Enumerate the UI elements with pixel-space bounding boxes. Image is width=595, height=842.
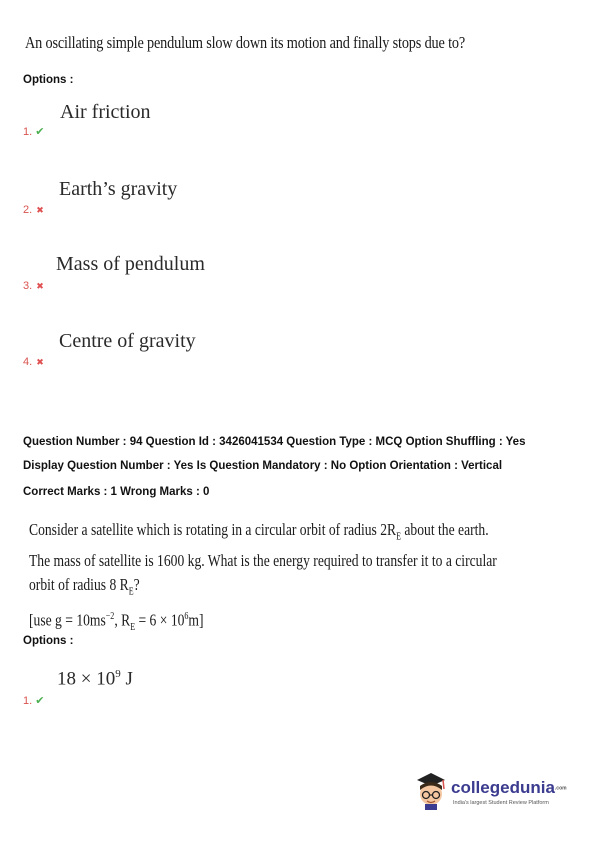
check-icon: ✔ (35, 126, 45, 138)
option-2-number (23, 204, 44, 216)
option-number: 1. (23, 695, 33, 707)
superscript: 6 (184, 610, 189, 622)
option-4-text: Centre of gravity (59, 330, 196, 352)
option-4-number (23, 356, 44, 368)
option-2-text: Earth’s gravity (59, 178, 178, 200)
question-2-line-1 (29, 518, 497, 549)
subscript: E (396, 531, 401, 543)
superscript: −2 (105, 610, 115, 622)
option-number: 1. (23, 126, 33, 138)
option-1-text: Air friction (60, 101, 151, 123)
question-meta-line-3: Correct Marks : 1 Wrong Marks : 0 (23, 486, 210, 498)
question-1-text: An oscillating simple pendulum slow down its motion and finally stops due to? (25, 33, 466, 52)
text-run: [use g = 10ms (29, 610, 106, 630)
logo-tagline: India's largest Student Review Platform (453, 800, 549, 806)
cross-icon: ✖ (36, 205, 44, 215)
cross-icon: ✖ (36, 357, 44, 367)
collegedunia-logo (413, 770, 567, 818)
cross-icon: ✖ (36, 281, 44, 291)
option-number: 3. (23, 280, 33, 292)
superscript: 9 (115, 668, 121, 680)
text-run: ? (133, 575, 140, 595)
text-run: , R (114, 610, 131, 630)
text-run: J (120, 668, 133, 690)
q2-option-1-text (57, 668, 133, 690)
text-run: orbit of radius 8 R (29, 575, 129, 595)
option-number: 2. (23, 204, 33, 216)
options-label: Options : (23, 74, 74, 86)
check-icon: ✔ (35, 695, 45, 707)
subscript: E (130, 621, 136, 633)
option-3-number (23, 280, 44, 292)
question-2-line-3 (29, 573, 497, 604)
options-label-2: Options : (23, 635, 74, 647)
question-2-text (29, 518, 497, 640)
text-run: about the earth. (401, 520, 489, 539)
question-meta-line-2: Display Question Number : Yes Is Question Mandatory : No Option Orientation : Vertical (23, 460, 503, 472)
question-meta-line-1: Question Number : 94 Question Id : 3426041534 Question Type : MCQ Option Shuffling : Yes (23, 436, 526, 448)
question-2-line-2: The mass of satellite is 1600 kg. What is the energy required to transfer it to a circular (29, 551, 497, 571)
option-number: 4. (23, 356, 33, 368)
text-run: 18 × 10 (57, 668, 116, 690)
q2-option-1-number (23, 694, 44, 707)
text-run: m] (188, 610, 204, 630)
subscript: E (128, 586, 134, 598)
logo-wordmark (451, 778, 567, 798)
text-run: = 6 × 10 (135, 610, 185, 630)
logo-suffix: .com (554, 785, 567, 792)
logo-name: collegedunia (451, 778, 555, 797)
mascot-icon (413, 770, 449, 812)
option-3-text: Mass of pendulum (56, 253, 205, 275)
text-run: Consider a satellite which is rotating in a circular orbit of radius 2R (29, 520, 397, 539)
option-1-number (23, 125, 44, 138)
question-2-line-4 (29, 605, 497, 640)
